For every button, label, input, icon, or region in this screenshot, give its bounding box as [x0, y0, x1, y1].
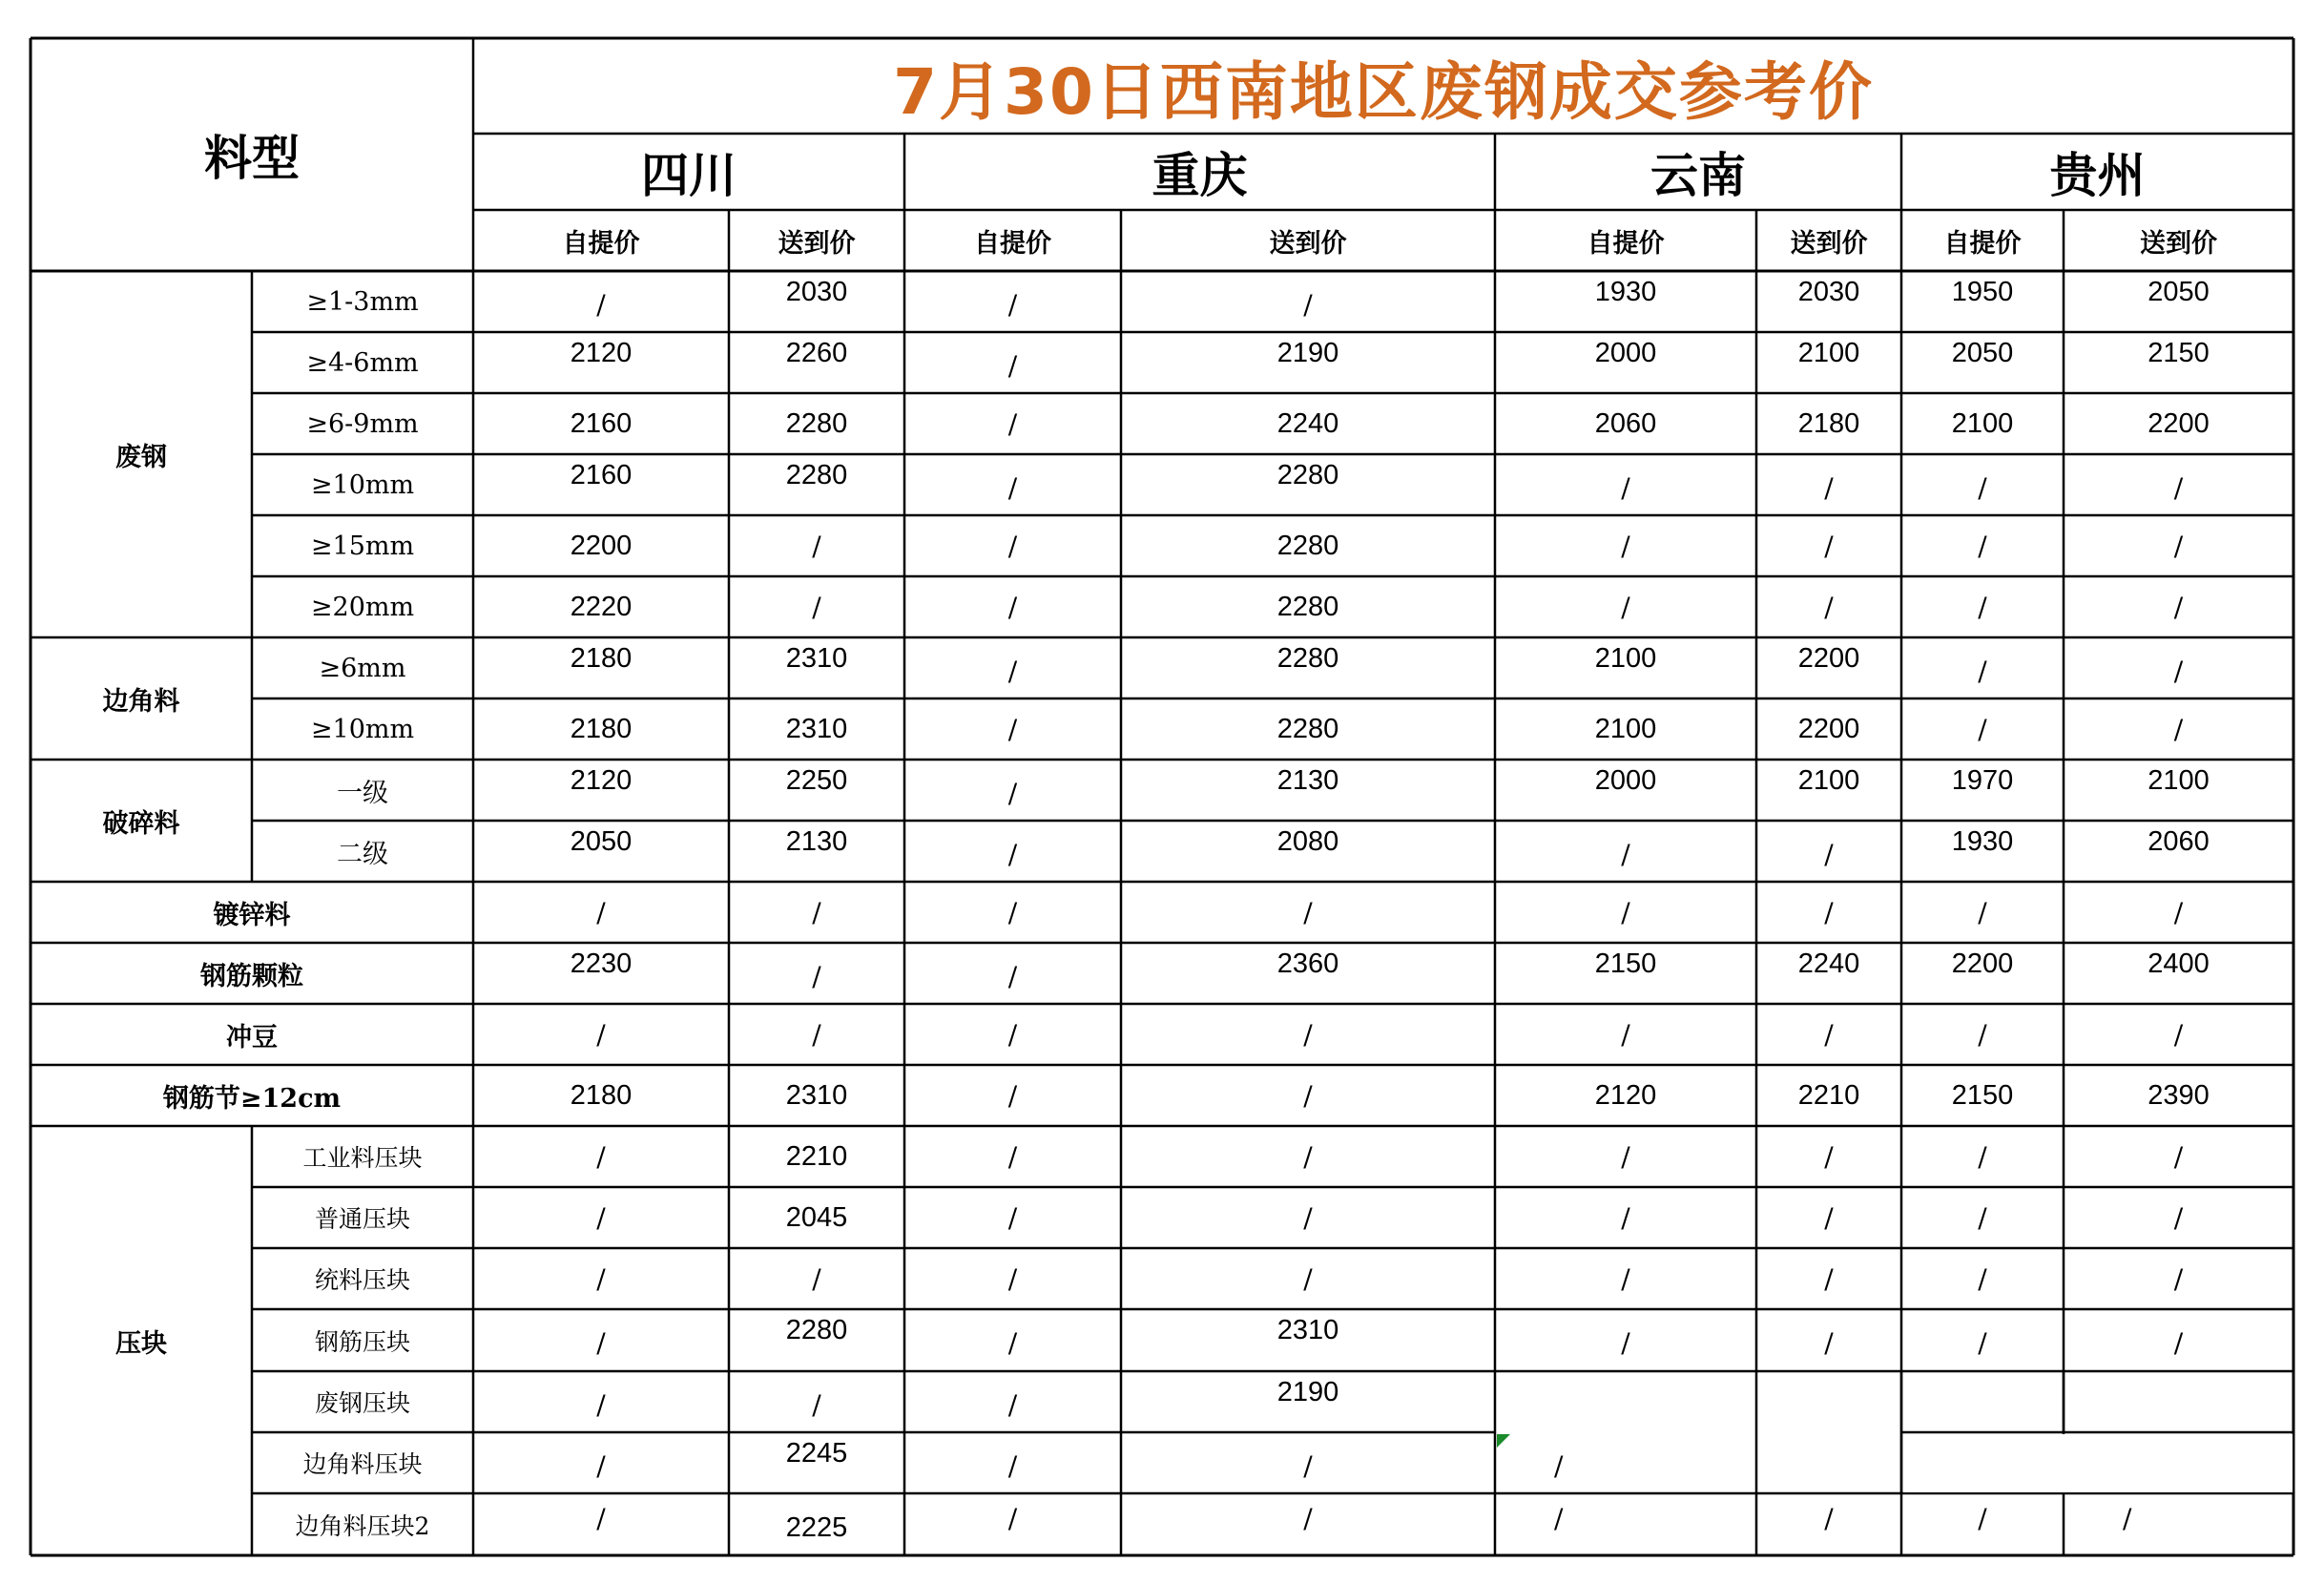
price-cell: 2180 — [1797, 407, 1860, 439]
price-cell: / — [596, 1018, 606, 1051]
price-cell: / — [596, 1140, 606, 1173]
price-cell: / — [1554, 1503, 1564, 1534]
price-cell: 2100 — [1594, 713, 1657, 744]
price-cell: / — [596, 1449, 606, 1482]
price-cell: / — [2173, 1201, 2184, 1234]
row-label: 钢筋颗粒 — [200, 961, 303, 991]
row-label: 钢筋节≥12cm — [162, 1083, 342, 1114]
price-cell: / — [1978, 1262, 1987, 1295]
price-cell: 2160 — [570, 407, 633, 439]
price-cell: / — [1303, 1201, 1313, 1234]
province-header: 云南 — [1650, 147, 1746, 203]
group-label: 废钢 — [115, 442, 167, 472]
price-cell: / — [1007, 591, 1018, 623]
price-cell: / — [1007, 1079, 1018, 1112]
price-cell: / — [1007, 1018, 1018, 1051]
price-cell: / — [1621, 591, 1630, 623]
price-cell: / — [2123, 1503, 2132, 1534]
price-cell: / — [2173, 713, 2184, 745]
price-cell: / — [1824, 1201, 1834, 1234]
price-cell: 2180 — [570, 643, 633, 674]
price-cell: / — [596, 1201, 606, 1234]
row-label: 冲豆 — [226, 1022, 278, 1053]
price-cell: 2225 — [785, 1512, 848, 1543]
price-cell: 2310 — [785, 643, 848, 674]
price-cell: / — [1007, 777, 1018, 809]
price-cell: / — [1621, 1201, 1630, 1234]
price-cell: / — [1978, 713, 1987, 745]
price-cell: / — [1978, 471, 1987, 504]
price-cell: 2360 — [1276, 948, 1339, 979]
price-cell: / — [1978, 1201, 1987, 1234]
price-cell: 2060 — [2148, 826, 2210, 857]
price-cell: / — [1621, 896, 1630, 928]
price-cell: 2030 — [1797, 277, 1860, 307]
price-cell: 2245 — [785, 1438, 848, 1469]
price-cell: 2030 — [785, 277, 848, 307]
row-label: 二级 — [337, 839, 388, 869]
price-type-header: 自提价 — [974, 228, 1051, 259]
price-cell: 2280 — [785, 1315, 848, 1345]
price-cell: 2200 — [1951, 948, 2014, 979]
price-cell: / — [812, 530, 821, 562]
price-cell: / — [1978, 591, 1987, 623]
price-cell: / — [1824, 1503, 1834, 1534]
price-cell: / — [2173, 1018, 2184, 1051]
price-cell: / — [1007, 896, 1018, 928]
price-cell: 2180 — [570, 713, 633, 744]
price-cell: / — [812, 1262, 821, 1295]
price-cell: 2390 — [2148, 1079, 2210, 1111]
province-header: 贵州 — [2049, 147, 2146, 203]
price-cell: / — [1303, 1079, 1313, 1112]
price-cell: / — [1824, 530, 1834, 562]
price-cell: / — [1303, 896, 1313, 928]
price-cell: / — [1007, 1201, 1018, 1234]
comment-flag-icon[interactable] — [1497, 1434, 1510, 1448]
row-label: ≥6mm — [319, 653, 406, 683]
price-cell: / — [1007, 1449, 1018, 1482]
price-cell: 2310 — [785, 713, 848, 744]
price-cell: / — [2173, 1327, 2184, 1359]
price-type-header: 送到价 — [1790, 228, 1868, 259]
price-cell: / — [1978, 1140, 1987, 1173]
merged-blank — [1758, 1373, 1899, 1431]
price-cell: 2050 — [570, 826, 633, 857]
price-cell: 2130 — [1276, 765, 1339, 796]
price-type-header: 送到价 — [778, 228, 856, 259]
price-cell: 2280 — [785, 460, 848, 490]
price-cell: / — [1978, 896, 1987, 928]
price-cell: / — [1554, 1449, 1564, 1482]
price-cell: / — [596, 1388, 606, 1421]
row-label: ≥20mm — [310, 592, 415, 622]
price-cell: 2080 — [1276, 826, 1339, 857]
price-type-header: 送到价 — [2140, 228, 2217, 259]
price-cell: / — [1007, 349, 1018, 382]
price-cell: / — [2173, 591, 2184, 623]
price-cell: / — [812, 896, 821, 928]
province-header: 四川 — [641, 147, 737, 203]
price-cell: 2000 — [1594, 338, 1657, 368]
price-cell: / — [1007, 530, 1018, 562]
price-cell: 2000 — [1594, 765, 1657, 796]
row-label: ≥10mm — [310, 469, 415, 500]
group-label: 边角料 — [102, 686, 180, 717]
price-cell: / — [1824, 1140, 1834, 1173]
price-cell: / — [1621, 1140, 1630, 1173]
price-cell: 2250 — [785, 765, 848, 796]
price-cell: / — [1007, 1503, 1018, 1534]
price-cell: 2220 — [570, 591, 633, 622]
price-cell: / — [1007, 838, 1018, 870]
price-cell: 2130 — [785, 826, 848, 857]
group-label: 压块 — [115, 1328, 167, 1359]
price-cell: 2100 — [1594, 643, 1657, 674]
price-cell: 2200 — [570, 530, 633, 561]
price-cell: / — [596, 1327, 606, 1359]
price-cell: 2200 — [1797, 643, 1860, 674]
page-title: 7月30日西南地区废钢成交参考价 — [893, 54, 1874, 129]
group-label: 破碎料 — [102, 808, 180, 839]
row-label: 钢筋压块 — [314, 1327, 410, 1356]
price-cell: / — [1978, 1503, 1987, 1534]
price-cell: / — [1621, 530, 1630, 562]
price-cell: / — [1978, 1327, 1987, 1359]
price-cell: 2240 — [1276, 407, 1339, 439]
row-label: ≥6-9mm — [306, 408, 419, 439]
price-cell: / — [1303, 1449, 1313, 1482]
price-cell: / — [1007, 407, 1018, 440]
row-label: 镀锌料 — [213, 900, 291, 930]
price-cell: / — [1007, 713, 1018, 745]
price-cell: / — [1621, 1018, 1630, 1051]
price-cell: 2190 — [1276, 338, 1339, 368]
price-cell: / — [1303, 1503, 1313, 1534]
price-cell: 2100 — [1951, 407, 2014, 439]
price-cell: 1930 — [1594, 277, 1657, 307]
price-cell: 2280 — [1276, 460, 1339, 490]
price-cell: 2060 — [1594, 407, 1657, 439]
price-cell: / — [1007, 960, 1018, 992]
price-cell: / — [2173, 1140, 2184, 1173]
price-cell: / — [1824, 1018, 1834, 1051]
price-cell: 2230 — [570, 948, 633, 979]
row-label: 普通压块 — [314, 1205, 410, 1233]
price-cell: 2280 — [1276, 530, 1339, 561]
price-cell: 2280 — [1276, 713, 1339, 744]
price-cell: / — [1824, 1262, 1834, 1295]
price-cell: / — [812, 1388, 821, 1421]
price-cell: / — [1621, 471, 1630, 504]
price-cell: / — [1978, 1018, 1987, 1051]
price-cell: 2200 — [1797, 713, 1860, 744]
province-header: 重庆 — [1152, 147, 1248, 203]
price-cell: 2160 — [570, 460, 633, 490]
price-cell: 2050 — [2148, 277, 2210, 307]
merged-blank — [1903, 1434, 2293, 1492]
price-cell: 1970 — [1951, 765, 2014, 796]
price-cell: / — [2173, 471, 2184, 504]
price-cell: 2240 — [1797, 948, 1860, 979]
price-cell: 2280 — [785, 407, 848, 439]
price-cell: 2280 — [1276, 591, 1339, 622]
price-cell: / — [2173, 530, 2184, 562]
price-cell: 2120 — [570, 338, 633, 368]
price-cell: / — [1007, 655, 1018, 687]
price-cell: / — [812, 960, 821, 992]
price-cell: 2150 — [1594, 948, 1657, 979]
price-cell: 2050 — [1951, 338, 2014, 368]
price-cell: / — [1303, 1018, 1313, 1051]
price-cell: 2310 — [1276, 1315, 1339, 1345]
price-cell: 2210 — [785, 1140, 848, 1172]
price-type-header: 自提价 — [1587, 228, 1665, 259]
price-cell: / — [1007, 288, 1018, 321]
price-type-header: 自提价 — [1943, 228, 2022, 259]
price-type-header: 自提价 — [562, 228, 640, 259]
price-cell: / — [596, 1262, 606, 1295]
price-cell: / — [1621, 838, 1630, 870]
price-cell: 2120 — [570, 765, 633, 796]
price-cell: 2100 — [1797, 765, 1860, 796]
price-cell: / — [596, 896, 606, 928]
price-cell: / — [1978, 655, 1987, 687]
price-cell: / — [2173, 896, 2184, 928]
price-cell: 2260 — [785, 338, 848, 368]
price-type-header: 送到价 — [1269, 228, 1347, 259]
row-label: 边角料压块 — [302, 1450, 423, 1478]
row-label: ≥15mm — [310, 531, 415, 561]
price-cell: / — [1824, 838, 1834, 870]
price-cell: / — [1007, 1327, 1018, 1359]
price-cell: / — [1007, 471, 1018, 504]
row-label: ≥10mm — [310, 714, 415, 744]
row-label: 统料压块 — [314, 1266, 410, 1294]
row-label: 一级 — [337, 778, 388, 808]
price-cell: 2310 — [785, 1079, 848, 1111]
row-label: 工业料压块 — [302, 1144, 423, 1172]
price-cell: 1930 — [1951, 826, 2014, 857]
price-cell: / — [1621, 1262, 1630, 1295]
price-cell: / — [812, 591, 821, 623]
price-cell: 2210 — [1797, 1079, 1860, 1111]
row-label: ≥4-6mm — [306, 347, 419, 378]
price-cell: 2120 — [1594, 1079, 1657, 1111]
price-cell: / — [1303, 288, 1313, 321]
price-cell: 2150 — [1951, 1079, 2014, 1111]
price-cell: / — [1824, 471, 1834, 504]
price-cell: 2190 — [1276, 1377, 1339, 1407]
price-cell: 2400 — [2148, 948, 2210, 979]
price-cell: / — [1824, 1327, 1834, 1359]
price-cell: / — [596, 288, 606, 321]
price-cell: / — [1824, 896, 1834, 928]
price-cell: 2150 — [2148, 338, 2210, 368]
price-cell: / — [596, 1503, 606, 1534]
price-cell: 1950 — [1951, 277, 2014, 307]
type-header: 料型 — [204, 130, 300, 186]
price-cell: 2100 — [2148, 765, 2210, 796]
price-cell: 2200 — [2148, 407, 2210, 439]
price-cell: / — [1978, 530, 1987, 562]
price-cell: / — [2173, 655, 2184, 687]
price-cell: / — [1303, 1262, 1313, 1295]
price-cell: 2100 — [1797, 338, 1860, 368]
row-label: 废钢压块 — [314, 1389, 410, 1417]
price-cell: / — [1007, 1262, 1018, 1295]
row-label: 边角料压块2 — [295, 1511, 430, 1540]
price-cell: / — [1824, 591, 1834, 623]
row-label: ≥1-3mm — [306, 286, 419, 317]
price-cell: / — [1007, 1140, 1018, 1173]
price-cell: / — [812, 1018, 821, 1051]
price-cell: 2045 — [785, 1201, 848, 1233]
price-cell: / — [2173, 1262, 2184, 1295]
price-cell: 2180 — [570, 1079, 633, 1111]
price-cell: 2280 — [1276, 643, 1339, 674]
price-cell: / — [1007, 1388, 1018, 1421]
price-cell: / — [1621, 1327, 1630, 1359]
price-cell: / — [1303, 1140, 1313, 1173]
